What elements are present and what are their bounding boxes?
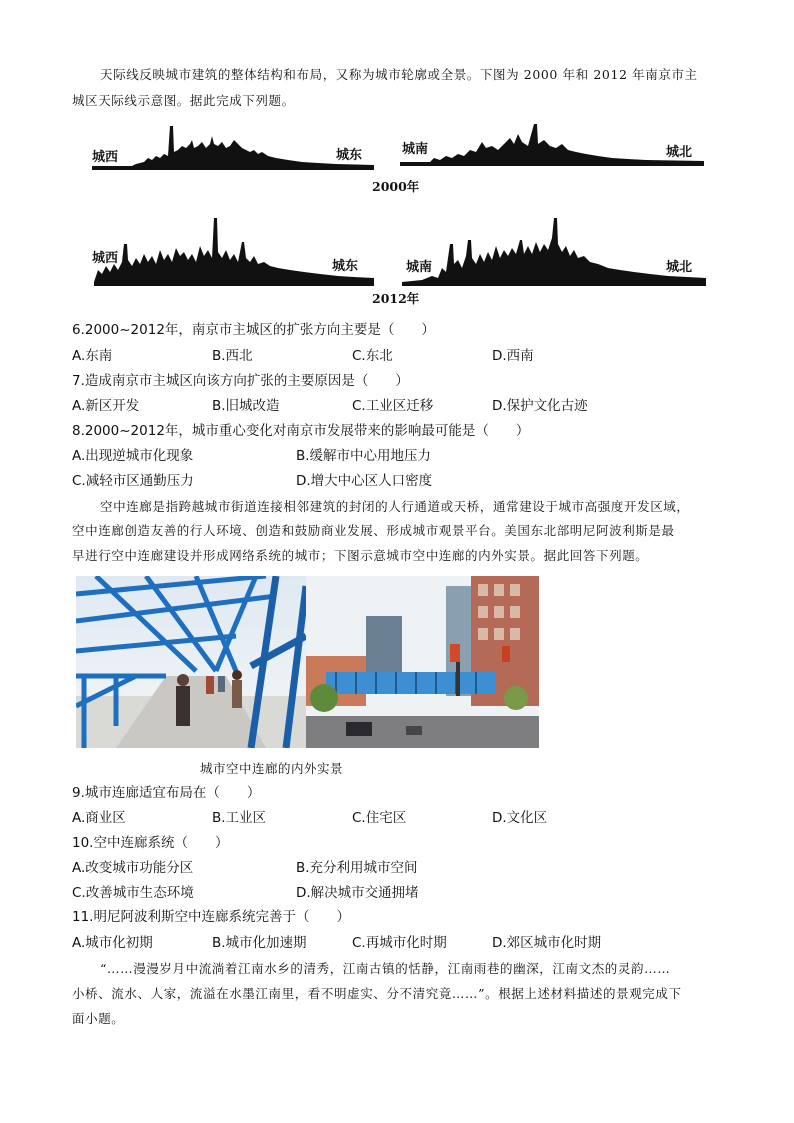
option-7b[interactable]: B.旧城改造 [212,398,280,414]
skyway-interior-photo [76,576,306,748]
option-8c[interactable]: C.减轻市区通勤压力 [72,473,194,489]
option-10c[interactable]: C.改善城市生态环境 [72,885,194,901]
option-7c[interactable]: C.工业区迁移 [352,398,434,414]
year-label-2000: 2000年 [372,179,420,194]
intro-line: 空中连廊创造友善的行人环境、创造和鼓励商业发展、形成城市观景平台。美国东北部明尼阿波利斯是最 [72,523,675,538]
skyline-2012-south-north [402,214,706,286]
intro-paragraph-skyway-cont2 [72,543,724,569]
skyline-label-east: 城东 [336,148,363,163]
photo-caption: 城市空中连廊的内外实景 [200,761,344,776]
intro-paragraph-skyline-cont [72,88,724,114]
intro-paragraph-jiangnan-cont2 [72,1006,724,1032]
question-11-stem: 11.明尼阿波利斯空中连廊系统完善于（ ） [72,909,350,925]
skyline-label-south: 城南 [402,142,429,157]
question-9-stem: 9.城市连廊适宜布局在（ ） [72,785,261,801]
skyline-2012-west-east [94,214,374,286]
question-6-stem: 6.2000~2012年，南京市主城区的扩张方向主要是（ ） [72,322,435,338]
intro-line: 早进行空中连廊建设并形成网络系统的城市；下图示意城市空中连廊的内外实景。据此回答下列题。 [72,548,649,563]
skyline-label-north: 城北 [666,145,693,160]
option-8a[interactable]: A.出现逆城市化现象 [72,448,194,464]
intro-line: 面小题。 [72,1011,125,1026]
option-11d[interactable]: D.郊区城市化时期 [492,935,602,951]
option-8d[interactable]: D.增大中心区人口密度 [296,473,433,489]
skyway-exterior-photo [306,576,539,748]
option-8b[interactable]: B.缓解市中心用地压力 [296,448,432,464]
skyline-2000-west-east [92,118,374,170]
intro-paragraph-skyline [72,62,724,88]
option-6b[interactable]: B.西北 [212,348,253,364]
skyline-label-west: 城西 [92,150,119,165]
option-10a[interactable]: A.改变城市功能分区 [72,860,194,876]
intro-line: 小桥、流水、人家，流溢在水墨江南里，看不明虚实、分不清究竟……”。根据上述材料描述的景观完成下 [72,986,682,1001]
intro-paragraph-jiangnan-cont [72,981,724,1007]
intro-line: 城区天际线示意图。据此完成下列题。 [72,93,295,108]
option-9a[interactable]: A.商业区 [72,810,126,826]
skyline-label-west: 城西 [92,251,119,266]
question-7-stem: 7.造成南京市主城区向该方向扩张的主要原因是（ ） [72,373,409,389]
intro-paragraph-skyway [72,494,724,520]
skyline-label-north: 城北 [666,260,693,275]
option-7d[interactable]: D.保护文化古迹 [492,398,588,414]
option-9d[interactable]: D.文化区 [492,810,548,826]
intro-line: 天际线反映城市建筑的整体结构和布局，又称为城市轮廓或全景。下图为 2000 年和 2012 年南京市主 [100,67,698,82]
skyline-label-south: 城南 [406,260,433,275]
option-9b[interactable]: B.工业区 [212,810,267,826]
option-11a[interactable]: A.城市化初期 [72,935,153,951]
option-6c[interactable]: C.东北 [352,348,393,364]
option-10b[interactable]: B.充分利用城市空间 [296,860,418,876]
year-label-2012: 2012年 [372,291,420,306]
option-10d[interactable]: D.解决城市交通拥堵 [296,885,419,901]
option-7a[interactable]: A.新区开发 [72,398,140,414]
question-10-stem: 10.空中连廊系统（ ） [72,835,229,851]
question-8-stem: 8.2000~2012年，城市重心变化对南京市发展带来的影响最可能是（ ） [72,423,530,439]
skyline-2000-south-north [400,120,704,166]
option-11b[interactable]: B.城市化加速期 [212,935,307,951]
option-9c[interactable]: C.住宅区 [352,810,407,826]
option-11c[interactable]: C.再城市化时期 [352,935,447,951]
intro-line: “……漫漫岁月中流淌着江南水乡的清秀，江南古镇的恬静，江南雨巷的幽深，江南文杰的灵韵…… [100,961,671,976]
intro-paragraph-jiangnan [72,956,724,982]
intro-paragraph-skyway-cont [72,518,724,544]
skyline-label-east: 城东 [332,259,359,274]
option-6d[interactable]: D.西南 [492,348,534,364]
intro-line: 空中连廊是指跨越城市街道连接相邻建筑的封闭的人行通道或天桥，通常建设于城市高强度开发区域， [100,499,690,514]
option-6a[interactable]: A.东南 [72,348,113,364]
